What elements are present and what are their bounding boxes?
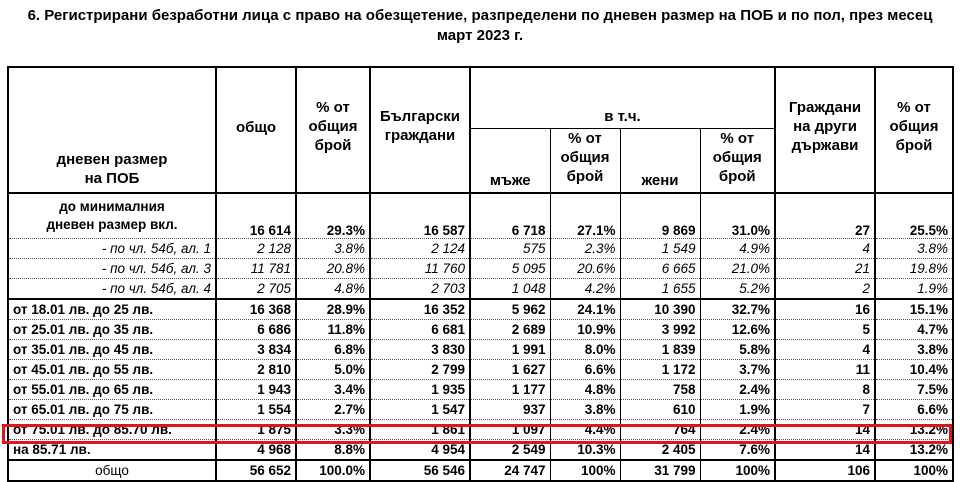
table-cell: 11 760 — [370, 259, 470, 279]
header-foreign — [775, 67, 875, 193]
header-men: мъже — [470, 129, 550, 193]
table-cell: 28.9% — [296, 299, 370, 320]
table-cell: на други — [793, 118, 857, 135]
table-cell: 6 681 — [370, 320, 470, 340]
table-row — [8, 239, 953, 259]
table-cell: от 18.01 лв. до 25 лв. — [8, 299, 216, 320]
table-row — [8, 360, 953, 380]
table-cell: 100% — [550, 460, 620, 481]
table-cell: 16 368 — [216, 299, 296, 320]
table-cell: 1 097 — [470, 420, 550, 440]
table-cell: 100.0% — [296, 460, 370, 481]
table-cell: 1 875 — [216, 420, 296, 440]
table-cell: - по чл. 54б, ал. 3 — [8, 259, 216, 279]
table-cell: % от — [568, 130, 602, 148]
table-row — [8, 420, 953, 440]
table-cell: от 35.01 лв. до 45 лв. — [8, 340, 216, 360]
table-cell: 575 — [470, 239, 550, 259]
table-cell: 5.0% — [296, 360, 370, 380]
table-cell: 8.8% — [296, 440, 370, 461]
table-cell: 20.6% — [550, 259, 620, 279]
table-cell: 32.7% — [700, 299, 775, 320]
table-cell: 4.9% — [700, 239, 775, 259]
table-cell: 1 048 — [470, 279, 550, 300]
table-cell: 21 — [775, 259, 875, 279]
table-cell: 29.3% — [296, 193, 370, 239]
table-cell: 2 810 — [216, 360, 296, 380]
table-cell: 3.8% — [875, 239, 953, 259]
table-cell: 4 968 — [216, 440, 296, 461]
table-cell: 31 799 — [620, 460, 700, 481]
table-cell: Български — [379, 108, 461, 125]
table-cell: % от — [897, 99, 931, 116]
table-cell: 5.8% — [700, 340, 775, 360]
header-pct-men — [550, 129, 620, 193]
table-cell: 2.4% — [700, 420, 775, 440]
table-cell: 25.5% — [875, 193, 953, 239]
table-cell: 5 095 — [470, 259, 550, 279]
table-row — [8, 340, 953, 360]
table-cell: от 65.01 лв. до 75 лв. — [8, 400, 216, 420]
title-line-2: март 2023 г. — [436, 27, 524, 44]
table-cell: 2 549 — [470, 440, 550, 461]
table-cell: 15.1% — [875, 299, 953, 320]
table-cell: 2 124 — [370, 239, 470, 259]
table-cell: от 25.01 лв. до 35 лв. — [8, 320, 216, 340]
table-cell: 11.8% — [296, 320, 370, 340]
table-cell: 1 554 — [216, 400, 296, 420]
table-cell: общия — [712, 149, 762, 167]
table-cell: брой — [895, 137, 933, 154]
table-cell: 4.4% — [550, 420, 620, 440]
table-cell: 2 — [775, 279, 875, 300]
table-cell: 4.7% — [875, 320, 953, 340]
header-bulgarian — [370, 67, 470, 193]
table-cell: 10.4% — [875, 360, 953, 380]
table-cell: 56 546 — [370, 460, 470, 481]
header-incl: в т.ч. — [470, 67, 775, 129]
table-cell: 6.6% — [875, 400, 953, 420]
table-cell: - по чл. 54б, ал. 1 — [8, 239, 216, 259]
table-cell: 2 703 — [370, 279, 470, 300]
table-cell: 1 655 — [620, 279, 700, 300]
header-pct-foreign — [875, 67, 953, 193]
table-cell: 6 686 — [216, 320, 296, 340]
table-cell: 27 — [775, 193, 875, 239]
table-cell: 2.3% — [550, 239, 620, 259]
table-cell: 5 — [775, 320, 875, 340]
table-cell: 1 172 — [620, 360, 700, 380]
table-cell: 4.2% — [550, 279, 620, 300]
table-cell: Граждани — [788, 99, 862, 116]
row-label — [8, 193, 216, 239]
table-cell: % от — [316, 99, 350, 116]
table-cell: 2 405 — [620, 440, 700, 461]
header-pct-women — [700, 129, 775, 193]
table-cell: на 85.71 лв. — [8, 440, 216, 461]
unemployed-table — [7, 66, 954, 482]
table-cell: 7.5% — [875, 380, 953, 400]
table-cell: 11 781 — [216, 259, 296, 279]
table-cell: от 75.01 лв. до 85.70 лв. — [8, 420, 216, 440]
table-cell: общия — [889, 118, 939, 135]
table-cell: 4.8% — [550, 380, 620, 400]
table-row — [8, 279, 953, 300]
table-cell: брой — [314, 137, 352, 154]
table-cell: 3.8% — [296, 239, 370, 259]
table-cell: граждани — [384, 127, 456, 144]
table-row-total — [8, 460, 953, 481]
table-cell: 6 718 — [470, 193, 550, 239]
table-cell: 16 — [775, 299, 875, 320]
table-cell: 10.9% — [550, 320, 620, 340]
table-cell: 3 992 — [620, 320, 700, 340]
table-cell: 3.8% — [550, 400, 620, 420]
header-row-1 — [8, 67, 953, 129]
table-cell: общия — [308, 118, 358, 135]
table-cell: 2 689 — [470, 320, 550, 340]
header-pct-total — [296, 67, 370, 193]
table-cell: 4 — [775, 340, 875, 360]
table-cell: 7 — [775, 400, 875, 420]
table-cell: 1 549 — [620, 239, 700, 259]
table-cell: 19.8% — [875, 259, 953, 279]
table-row — [8, 320, 953, 340]
table-cell: - по чл. 54б, ал. 4 — [8, 279, 216, 300]
table-cell: 14 — [775, 440, 875, 461]
table-cell: до минималния — [59, 199, 165, 214]
table-cell: 10.3% — [550, 440, 620, 461]
table-cell: 21.0% — [700, 259, 775, 279]
table-cell: държави — [791, 137, 859, 154]
table-cell: 6.6% — [550, 360, 620, 380]
table-cell: 10 390 — [620, 299, 700, 320]
table-cell: 3.8% — [875, 340, 953, 360]
table-cell: 8 — [775, 380, 875, 400]
table-row — [8, 259, 953, 279]
table-cell: 27.1% — [550, 193, 620, 239]
table-cell: 1 547 — [370, 400, 470, 420]
table-cell: 13.2% — [875, 420, 953, 440]
table-cell: 1 177 — [470, 380, 550, 400]
table-cell: 5.2% — [700, 279, 775, 300]
table-cell: 1.9% — [700, 400, 775, 420]
table-cell: 2 799 — [370, 360, 470, 380]
table-row — [8, 299, 953, 320]
table-cell: 1 935 — [370, 380, 470, 400]
table-cell: 4 — [775, 239, 875, 259]
table-cell: 16 352 — [370, 299, 470, 320]
table-cell: 3.3% — [296, 420, 370, 440]
table-cell: 20.8% — [296, 259, 370, 279]
table-cell: 610 — [620, 400, 700, 420]
header-row-label — [8, 67, 216, 193]
table-cell: 56 652 — [216, 460, 296, 481]
table-cell: брой — [566, 168, 604, 186]
table-cell: 100% — [700, 460, 775, 481]
header-women: жени — [620, 129, 700, 193]
table-cell: дневен размер — [56, 151, 168, 168]
table-cell: 2 128 — [216, 239, 296, 259]
table-row — [8, 380, 953, 400]
table-cell: от 55.01 лв. до 65 лв. — [8, 380, 216, 400]
table-cell: 16 587 — [370, 193, 470, 239]
table-cell: 31.0% — [700, 193, 775, 239]
table-cell: брой — [718, 168, 756, 186]
table-cell: 4.8% — [296, 279, 370, 300]
table-cell: 6 665 — [620, 259, 700, 279]
title-line-1: 6. Регистрирани безработни лица с право на обезщетение, разпределени по дневен размер на ПОБ и по пол, през месец — [27, 7, 933, 24]
table-cell: 3.7% — [700, 360, 775, 380]
table-cell: дневен размер вкл. — [46, 217, 178, 232]
table-cell: 8.0% — [550, 340, 620, 360]
table-cell: % от — [720, 130, 755, 148]
table-cell: 9 869 — [620, 193, 700, 239]
table-cell: 7.6% — [700, 440, 775, 461]
page-title — [0, 6, 960, 46]
table-cell: 1 991 — [470, 340, 550, 360]
table-cell: 24.1% — [550, 299, 620, 320]
table-cell: 106 — [775, 460, 875, 481]
header-total: общо — [216, 67, 296, 193]
table-row — [8, 193, 953, 239]
table-cell: 12.6% — [700, 320, 775, 340]
table-cell: от 45.01 лв. до 55 лв. — [8, 360, 216, 380]
table-cell: 3.4% — [296, 380, 370, 400]
table-cell: 100% — [875, 460, 953, 481]
table-row — [8, 400, 953, 420]
table-cell: 4 954 — [370, 440, 470, 461]
table-cell: 3 834 — [216, 340, 296, 360]
table-cell: 6.8% — [296, 340, 370, 360]
table-cell: 2.7% — [296, 400, 370, 420]
table-cell: 2 705 — [216, 279, 296, 300]
table-cell: на ПОБ — [84, 170, 140, 187]
table-cell: 758 — [620, 380, 700, 400]
table-cell: 764 — [620, 420, 700, 440]
table-cell: 16 614 — [216, 193, 296, 239]
table-cell: 2.4% — [700, 380, 775, 400]
table-cell: 11 — [775, 360, 875, 380]
table-cell: 1 627 — [470, 360, 550, 380]
table-cell: общия — [560, 149, 610, 167]
table-cell: 3 830 — [370, 340, 470, 360]
table-cell: 937 — [470, 400, 550, 420]
table-cell: 14 — [775, 420, 875, 440]
table-cell: общо — [8, 460, 216, 481]
table-cell: 13.2% — [875, 440, 953, 461]
table-cell: 1 943 — [216, 380, 296, 400]
table-cell: 24 747 — [470, 460, 550, 481]
table-row-highlighted — [8, 440, 953, 461]
table-cell: 5 962 — [470, 299, 550, 320]
table-cell: 1 861 — [370, 420, 470, 440]
table-cell: 1 839 — [620, 340, 700, 360]
table-cell: 1.9% — [875, 279, 953, 300]
